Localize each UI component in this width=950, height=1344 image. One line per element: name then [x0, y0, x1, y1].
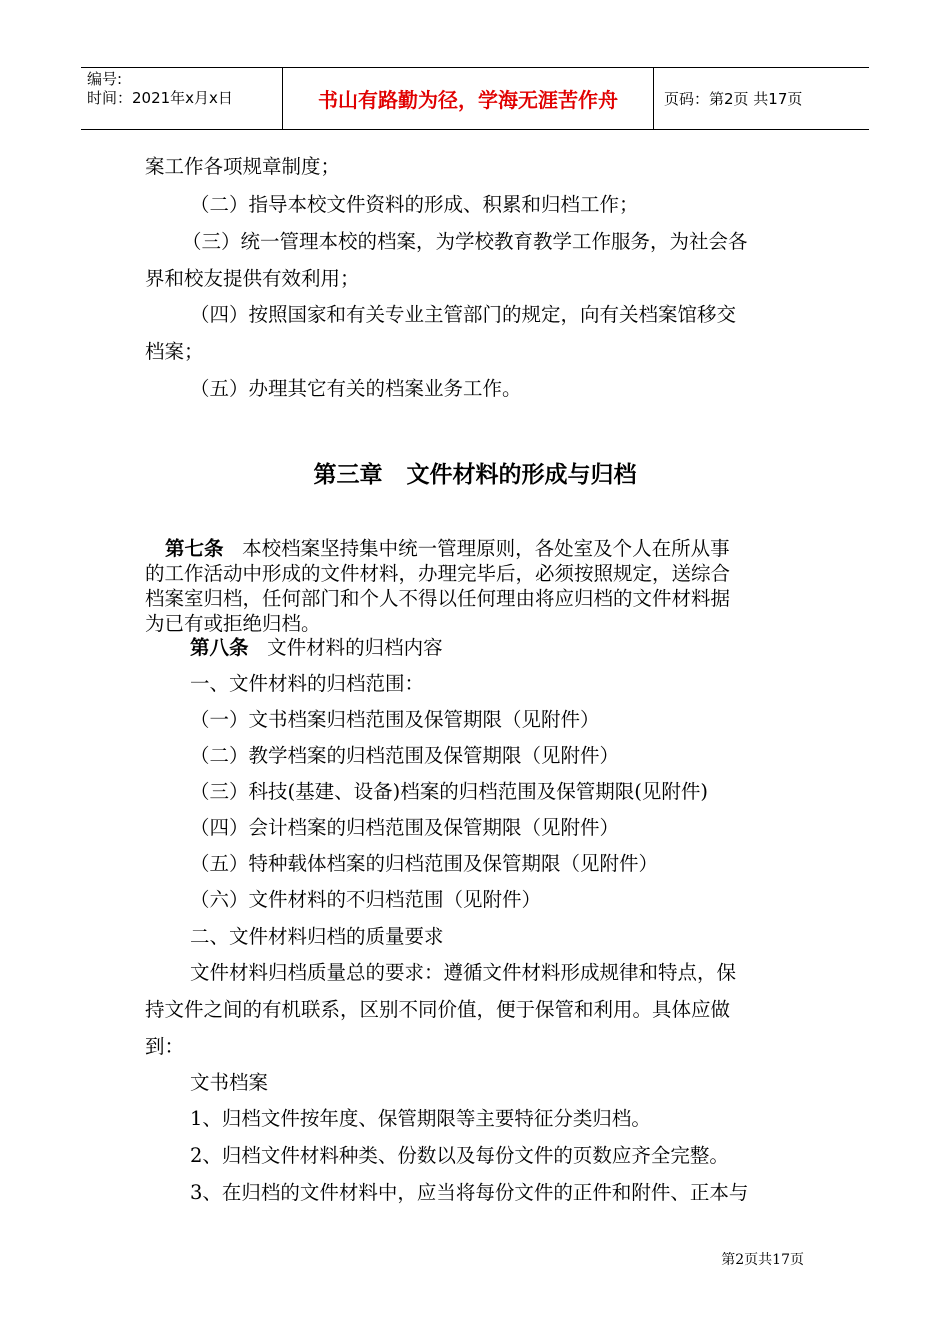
list-item: 3、在归档的文件材料中，应当将每份文件的正件和附件、正本与 [190, 1181, 749, 1204]
text-line: 档案室归档，任何部门和个人不得以任何理由将应归档的文件材料据 [145, 587, 731, 610]
chapter-title: 文件材料的形成与归档 [406, 462, 637, 488]
text-line: 的工作活动中形成的文件材料，办理完毕后，必须按照规定，送综合 [145, 562, 731, 585]
number-label: 编号: [87, 70, 123, 88]
list-item: （四）按照国家和有关专业主管部门的规定，向有关档案馆移交 [190, 303, 737, 326]
list-item: 2、归档文件材料种类、份数以及每份文件的页数应齐全完整。 [190, 1144, 729, 1167]
page-footer: 第2页共17页 [721, 1252, 804, 1268]
list-item: （二）指导本校文件资料的形成、积累和归档工作； [190, 193, 639, 216]
chapter-heading [0, 456, 950, 489]
time-label: 时间：2021年x月x日 [87, 89, 233, 107]
text-line: 界和校友提供有效利用； [145, 267, 360, 290]
subsection-heading: 文书档案 [190, 1071, 269, 1094]
header-meta [81, 68, 282, 129]
text-line: 案工作各项规章制度； [145, 155, 341, 178]
section-heading: 一、文件材料的归档范围： [190, 672, 425, 695]
list-item: （三）统一管理本校的档案，为学校教育教学工作服务，为社会各 [182, 230, 748, 253]
header-motto: 书山有路勤为径，学海无涯苦作舟 [282, 68, 654, 129]
list-item: （一）文书档案归档范围及保管期限（见附件） [190, 708, 600, 731]
article-label: 第七条 [165, 537, 224, 560]
section-heading: 二、文件材料归档的质量要求 [190, 925, 444, 948]
text-line: 到： [145, 1035, 185, 1058]
text-line: 持文件之间的有机联系，区别不同价值，便于保管和利用。具体应做 [145, 998, 731, 1021]
article-label: 第八条 [190, 636, 249, 659]
list-item: （五）特种载体档案的归档范围及保管期限（见附件） [190, 852, 659, 875]
article-7-line [165, 537, 730, 560]
list-item: （四）会计档案的归档范围及保管期限（见附件） [190, 816, 620, 839]
chapter-number: 第三章 [313, 462, 383, 488]
text-line: 为已有或拒绝归档。 [145, 612, 321, 635]
article-text: 本校档案坚持集中统一管理原则，各处室及个人在所从事 [242, 537, 730, 560]
list-item: 1、归档文件按年度、保管期限等主要特征分类归档。 [190, 1107, 651, 1130]
page-header [81, 67, 869, 130]
text-line: 档案； [145, 340, 204, 363]
text-line: 文件材料归档质量总的要求：遵循文件材料形成规律和特点，保 [190, 961, 737, 984]
list-item: （三）科技(基建、设备)档案的归档范围及保管期限(见附件) [190, 780, 708, 803]
header-page-info: 页码：第2页 共17页 [664, 90, 803, 108]
article-8-line [190, 636, 443, 659]
list-item: （六）文件材料的不归档范围（见附件） [190, 888, 542, 911]
list-item: （五）办理其它有关的档案业务工作。 [190, 377, 522, 400]
article-text: 文件材料的归档内容 [267, 636, 443, 659]
list-item: （二）教学档案的归档范围及保管期限（见附件） [190, 744, 620, 767]
